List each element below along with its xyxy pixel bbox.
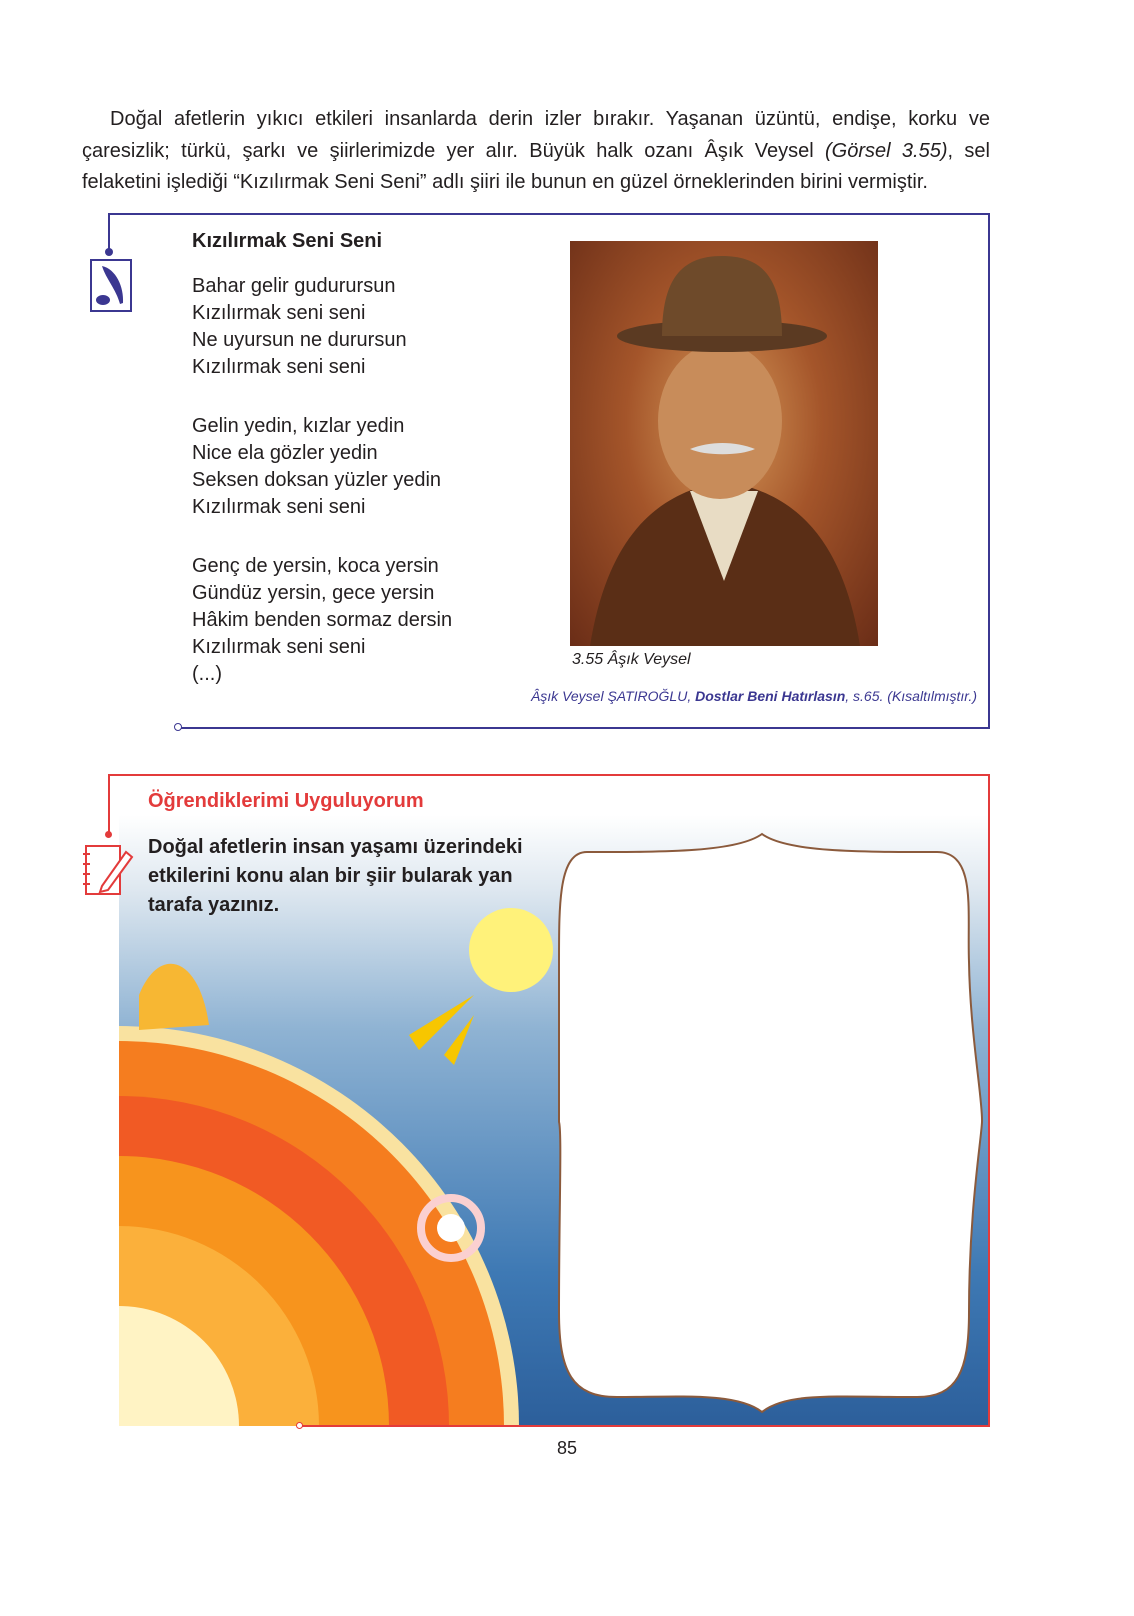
poem-line: Gelin yedin, kızlar yedin bbox=[192, 415, 405, 437]
source-author: Âşık Veysel ŞATIROĞLU, bbox=[530, 688, 696, 704]
poem-stanza-1 bbox=[192, 273, 407, 381]
intro-text: Doğal afetlerin yıkıcı etkileri insanlarda derin izler bırakır. Yaşanan üzüntü, endişe, korku ve çaresizlik; türkü, şarkı ve şiirlerimizde yer alır. Büyük halk ozanı Âşık Veysel bbox=[82, 108, 990, 162]
source-rest: , s.65. (Kısaltılmıştır.) bbox=[845, 688, 977, 704]
quill-ink-icon bbox=[90, 259, 132, 312]
poem-line: Bahar gelir gudurursun bbox=[192, 275, 396, 297]
poem-title: Kızılırmak Seni Seni bbox=[192, 230, 383, 252]
activity-frame-right bbox=[988, 774, 990, 1427]
poem-writing-area[interactable] bbox=[557, 832, 985, 1415]
intro-text-end: , sel felaketini işlediği “Kızılırmak Seni Seni” adlı şiiri ile bunun en güzel örneklerinden birini vermiştir. bbox=[82, 139, 990, 193]
frame-bottom-line bbox=[180, 727, 990, 729]
activity-frame-left bbox=[108, 774, 110, 834]
asik-veysel-portrait bbox=[570, 241, 878, 646]
poem-line: Gündüz yersin, gece yersin bbox=[192, 582, 435, 604]
poem-line: Kızılırmak seni seni bbox=[192, 356, 366, 378]
poem-line: Genç de yersin, koca yersin bbox=[192, 555, 439, 577]
intro-paragraph bbox=[82, 104, 990, 199]
poem-stanza-3 bbox=[192, 553, 452, 688]
poem-line: Kızılırmak seni seni bbox=[192, 496, 366, 518]
activity-frame-end-dot bbox=[296, 1422, 303, 1429]
poem-line: Nice ela gözler yedin bbox=[192, 442, 378, 464]
activity-frame-bottom bbox=[302, 1425, 990, 1427]
frame-left-line bbox=[108, 213, 110, 251]
frame-top-line bbox=[108, 213, 990, 215]
activity-heading: Öğrendiklerimi Uyguluyorum bbox=[148, 790, 424, 812]
figure-caption: 3.55 Âşık Veysel bbox=[572, 651, 691, 668]
activity-task: Doğal afetlerin insan yaşamı üzerindeki etkilerini konu alan bir şiir bularak yan tarafa yazınız. bbox=[148, 836, 523, 916]
source-citation bbox=[420, 688, 977, 704]
poem-line: Kızılırmak seni seni bbox=[192, 636, 366, 658]
poem-line: Hâkim benden sormaz dersin bbox=[192, 609, 453, 631]
activity-frame-top bbox=[108, 774, 990, 776]
frame-right-line bbox=[988, 213, 990, 729]
poem-line: Ne uyursun ne durursun bbox=[192, 329, 407, 351]
poem-line: Kızılırmak seni seni bbox=[192, 302, 366, 324]
frame-dot bbox=[105, 248, 113, 256]
activity-frame-dot bbox=[105, 831, 112, 838]
poem-stanza-2 bbox=[192, 413, 441, 521]
frame-end-dot bbox=[174, 723, 182, 731]
notebook-pencil-icon bbox=[82, 842, 134, 898]
page-number: 85 bbox=[556, 1438, 578, 1458]
poem-line: (...) bbox=[192, 663, 222, 685]
poem-line: Seksen doksan yüzler yedin bbox=[192, 469, 442, 491]
figure-reference: (Görsel 3.55) bbox=[825, 139, 948, 162]
source-book: Dostlar Beni Hatırlasın bbox=[695, 688, 846, 704]
